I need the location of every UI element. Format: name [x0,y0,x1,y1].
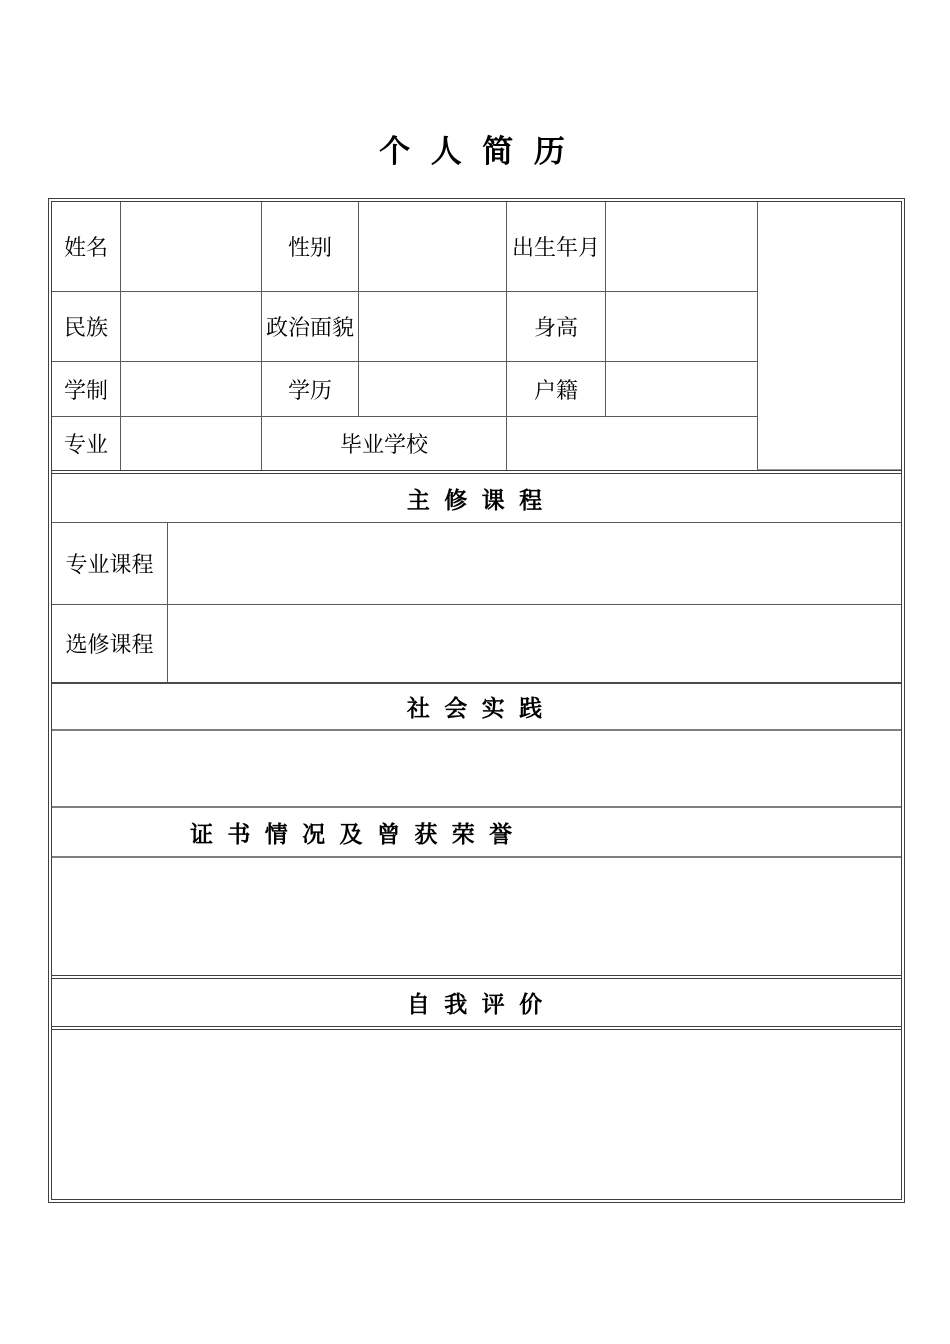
personal-info-grid [52,202,757,470]
table-row [52,362,757,417]
education-level-label: 学历 [262,362,359,416]
birth-date-label: 出生年月 [507,202,606,291]
ethnicity-label: 民族 [52,292,121,361]
gender-value-cell[interactable] [359,202,507,291]
residence-label: 户籍 [507,362,606,416]
table-row [52,417,757,470]
height-label: 身高 [507,292,606,361]
main-courses-header: 主 修 课 程 [52,470,901,523]
political-status-value-cell[interactable] [359,292,507,361]
elective-courses-label: 选修课程 [52,605,168,682]
height-value-cell[interactable] [606,292,756,361]
residence-value-cell[interactable] [606,362,756,416]
name-value-cell[interactable] [121,202,262,291]
major-value-cell[interactable] [121,417,262,470]
major-courses-label: 专业课程 [52,523,168,604]
self-evaluation-content-cell[interactable] [52,1030,901,1199]
graduation-school-value-cell[interactable] [507,417,757,470]
personal-info-section [52,202,901,470]
table-row [52,202,757,292]
table-row [52,523,901,605]
page-title: 个 人 简 历 [379,134,571,169]
birth-date-value-cell[interactable] [606,202,756,291]
major-courses-value-cell[interactable] [168,523,901,604]
name-label: 姓名 [52,202,121,291]
social-practice-header: 社 会 实 践 [52,682,901,731]
certificates-honors-content-cell[interactable] [52,858,901,975]
resume-table [48,198,905,1203]
photo-cell[interactable] [757,202,901,470]
graduation-school-label: 毕业学校 [262,417,507,470]
table-row [52,605,901,682]
table-row [52,292,757,362]
certificates-honors-header: 证 书 情 况 及 曾 获 荣 誉 [52,808,901,858]
self-evaluation-header: 自 我 评 价 [52,975,901,1030]
gender-label: 性别 [262,202,359,291]
schooling-length-label: 学制 [52,362,121,416]
elective-courses-value-cell[interactable] [168,605,901,682]
ethnicity-value-cell[interactable] [121,292,262,361]
major-label: 专业 [52,417,121,470]
education-level-value-cell[interactable] [359,362,507,416]
social-practice-content-cell[interactable] [52,731,901,808]
schooling-length-value-cell[interactable] [121,362,262,416]
political-status-label: 政治面貌 [262,292,359,361]
